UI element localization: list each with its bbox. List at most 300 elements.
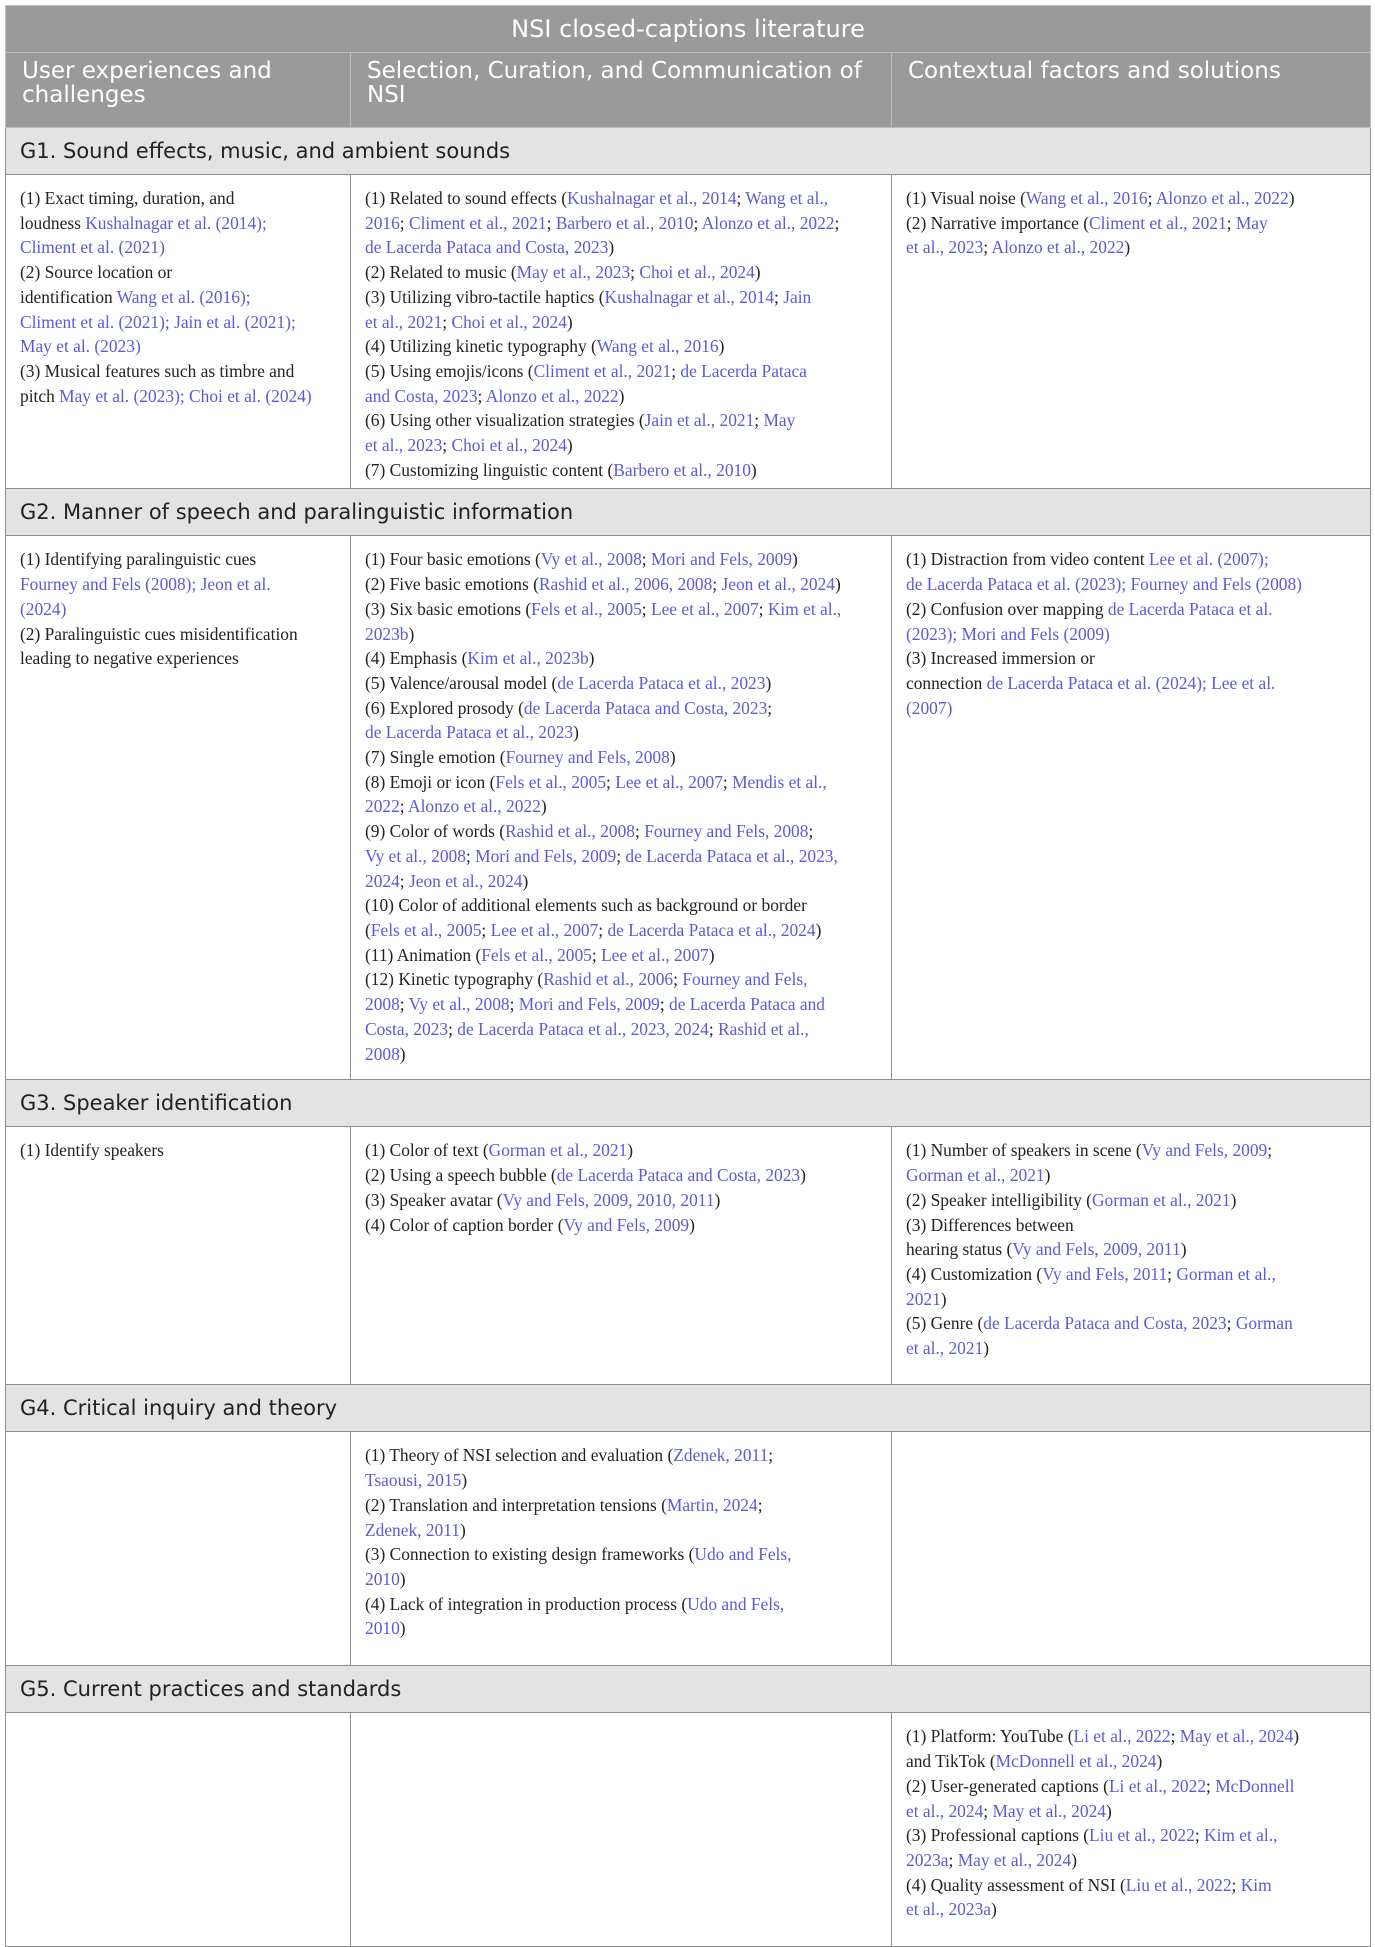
text-line: [20, 211, 336, 236]
text-segment: ): [459, 1519, 466, 1540]
text-line: [906, 1287, 1356, 1312]
citation-link[interactable]: et al., 2021: [906, 1338, 984, 1359]
citation-link[interactable]: Wang et al. (2016);: [116, 286, 251, 307]
text-line: [20, 646, 336, 671]
text-segment: ;: [712, 574, 722, 595]
text-line: [365, 211, 877, 236]
text-segment: hearing status (: [906, 1239, 1013, 1260]
table-title: NSI closed-captions literature: [6, 6, 1371, 53]
text-segment: ;: [757, 1494, 763, 1515]
text-line: [365, 1567, 877, 1592]
text-line: [906, 1163, 1356, 1188]
text-segment: (1) Distraction from video content: [906, 549, 1149, 570]
cell-selection-curation: [351, 1127, 892, 1385]
citation-link[interactable]: Gorman et al.,: [1176, 1263, 1276, 1284]
citation-link[interactable]: Udo and Fels,: [694, 1544, 792, 1565]
text-segment: (2) Speaker intelligibility (: [906, 1189, 1092, 1210]
text-line: [365, 1443, 877, 1468]
citation-link[interactable]: 2024: [365, 870, 400, 891]
citation-link[interactable]: Mendis et al.,: [732, 771, 827, 792]
text-segment: (3) Six basic emotions (: [365, 598, 532, 619]
text-segment: ;: [736, 188, 746, 208]
text-line: [365, 1213, 877, 1238]
text-segment: (1) Theory of NSI selection and evaluation (: [365, 1445, 674, 1466]
cell-selection-curation: [351, 1713, 892, 1947]
citation-link[interactable]: 2021: [906, 1288, 941, 1309]
text-segment: ): [940, 1288, 947, 1309]
citation-link[interactable]: de Lacerda Pataca and Costa, 2023: [523, 697, 768, 718]
text-segment: ;: [1194, 1825, 1205, 1846]
cell-selection-curation: [351, 175, 892, 489]
text-line: [365, 1188, 877, 1213]
citation-link[interactable]: 2023b: [365, 623, 409, 644]
text-segment: ): [983, 1338, 990, 1359]
text-segment: (3) Connection to existing design frameworks (: [365, 1544, 695, 1565]
citation-link[interactable]: et al., 2023: [906, 237, 984, 258]
citation-link[interactable]: Choi et al., 2024: [451, 311, 567, 332]
text-segment: ): [566, 311, 573, 332]
citation-link[interactable]: (2024): [20, 598, 67, 619]
text-line: [365, 1542, 877, 1567]
text-line: [906, 1799, 1356, 1824]
text-segment: ;: [1167, 1263, 1177, 1284]
citation-link[interactable]: de Lacerda Pataca and: [669, 994, 825, 1015]
cell-user-experiences: [6, 536, 351, 1080]
text-line: [906, 235, 1356, 260]
column-header-user-experiences: User experiences and challenges: [6, 53, 351, 128]
text-line: [906, 1823, 1356, 1848]
text-line: [365, 384, 877, 409]
citation-link[interactable]: et al., 2021: [365, 311, 443, 332]
citation-link[interactable]: de Lacerda Pataca et al., 2023: [365, 722, 574, 743]
citation-link[interactable]: Vy et al., 2008: [408, 994, 510, 1015]
citation-link[interactable]: et al., 2023: [365, 435, 443, 456]
text-segment: ;: [641, 549, 651, 570]
text-segment: ;: [722, 771, 733, 792]
citation-link[interactable]: Lee et al., 2007: [615, 771, 723, 792]
text-line: [365, 967, 877, 992]
citation-link[interactable]: de Lacerda Pataca et al., 2023, 2024: [457, 1018, 709, 1039]
citation-link[interactable]: Climent et al., 2021: [533, 360, 672, 381]
text-line: [365, 433, 877, 458]
text-line: [20, 384, 336, 409]
citation-link[interactable]: Zdenek, 2011: [365, 1519, 460, 1540]
citation-link[interactable]: Rashid et al., 2008: [505, 821, 636, 842]
text-line: [20, 547, 336, 572]
table-row: [6, 175, 1371, 489]
citation-link[interactable]: Lee et al., 2007: [650, 598, 759, 619]
text-segment: ;: [659, 994, 670, 1015]
text-line: [906, 622, 1356, 647]
citation-link[interactable]: May et al., 2023: [516, 262, 631, 283]
text-segment: ;: [768, 1445, 774, 1466]
citation-link[interactable]: de Lacerda Pataca and Costa, 2023: [983, 1313, 1227, 1334]
text-line: [365, 458, 877, 483]
citation-link[interactable]: Choi et al., 2024: [639, 262, 755, 283]
text-line: [906, 597, 1356, 622]
text-line: [365, 869, 877, 894]
text-segment: (4) Emphasis (: [365, 648, 468, 669]
citation-link[interactable]: Tsaousi, 2015: [365, 1470, 462, 1491]
text-line: [365, 844, 877, 869]
text-segment: ;: [481, 919, 491, 940]
citation-link[interactable]: Liu et al., 2022: [1089, 1825, 1195, 1846]
citation-link[interactable]: Rashid et al., 2006, 2008: [538, 574, 713, 595]
citation-link[interactable]: Lee et al., 2007: [601, 944, 709, 965]
citation-link[interactable]: Choi et al., 2024: [451, 435, 567, 456]
text-line: [365, 1518, 877, 1543]
text-segment: ): [573, 722, 579, 743]
citation-link[interactable]: Climent et al. (2021): [20, 237, 165, 258]
text-segment: (4) Lack of integration in production process (: [365, 1593, 688, 1614]
citation-link[interactable]: Alonzo et al., 2022: [408, 796, 541, 817]
citation-link[interactable]: de Lacerda Pataca et al., 2023: [557, 672, 766, 693]
text-segment: (1) Related to sound effects (: [365, 188, 568, 208]
citation-link[interactable]: Fels et al., 2005: [370, 919, 482, 940]
citation-link[interactable]: Kim et al.,: [1204, 1825, 1278, 1846]
citation-link[interactable]: Fels et al., 2005: [481, 944, 592, 965]
text-line: [365, 1468, 877, 1493]
text-segment: ): [792, 549, 798, 570]
citation-link[interactable]: Fels et al., 2005: [531, 598, 642, 619]
table-row: [6, 1127, 1371, 1385]
text-segment: ;: [616, 845, 626, 866]
text-line: [365, 918, 877, 943]
citation-link[interactable]: Barbero et al., 2010: [555, 212, 694, 233]
text-segment: loudness: [20, 212, 86, 233]
citation-link[interactable]: Barbero et al., 2010: [613, 459, 751, 480]
citation-link[interactable]: Rashid et al.,: [718, 1018, 809, 1039]
citation-link[interactable]: de Lacerda Pataca et al., 2023,: [625, 845, 838, 866]
text-segment: ): [566, 435, 573, 456]
text-segment: ;: [774, 286, 784, 307]
citation-link[interactable]: Mori and Fels, 2009: [475, 845, 617, 866]
text-line: [365, 408, 877, 433]
citation-link[interactable]: 2008: [365, 1043, 400, 1064]
citation-link[interactable]: Jain et al., 2021: [644, 410, 755, 431]
citation-link[interactable]: 2023a: [906, 1849, 949, 1870]
text-segment: ;: [1147, 188, 1156, 208]
citation-link[interactable]: Jeon et al., 2024: [721, 574, 835, 595]
text-segment: (3) Utilizing vibro-tactile haptics (: [365, 286, 605, 307]
citation-link[interactable]: May et al. (2023); Choi et al. (2024): [59, 385, 312, 406]
text-segment: ): [1071, 1849, 1077, 1870]
text-segment: ;: [477, 385, 486, 406]
text-segment: (7) Customizing linguistic content (: [365, 459, 614, 480]
text-line: [365, 1616, 877, 1641]
citation-link[interactable]: Kim et al., 2023b: [467, 648, 589, 669]
citation-link[interactable]: (2023); Mori and Fels (2009): [906, 623, 1110, 644]
text-segment: ): [399, 1568, 406, 1589]
cell-user-experiences: [6, 1127, 351, 1385]
text-segment: ): [834, 574, 841, 595]
citation-link[interactable]: Fourney and Fels (2008); Jeon et al.: [20, 574, 271, 595]
text-segment: ): [588, 648, 595, 669]
citation-link[interactable]: Alonzo et al., 2022: [485, 385, 619, 406]
text-line: [365, 359, 877, 384]
table-row: [6, 1713, 1371, 1947]
citation-link[interactable]: McDonnell et al., 2024: [995, 1751, 1157, 1772]
citation-link[interactable]: Kushalnagar et al. (2014);: [85, 212, 267, 233]
citation-link[interactable]: May et al., 2024: [1179, 1726, 1294, 1747]
citation-link[interactable]: Lee et al. (2007);: [1148, 549, 1269, 570]
citation-link[interactable]: et al., 2024: [906, 1800, 984, 1821]
text-segment: (3) Differences between: [906, 1214, 1074, 1235]
citation-link[interactable]: Vy et al., 2008: [540, 549, 642, 570]
text-segment: ): [669, 747, 676, 768]
citation-link[interactable]: Mori and Fels, 2009: [650, 549, 793, 570]
citation-link[interactable]: Vy and Fels, 2009: [1141, 1140, 1268, 1161]
citation-link[interactable]: Vy and Fels, 2009, 2011: [1012, 1239, 1181, 1260]
citation-link[interactable]: McDonnell: [1215, 1775, 1295, 1796]
text-segment: ;: [671, 360, 681, 381]
citation-link[interactable]: Kim et al.,: [767, 598, 842, 619]
text-segment: (2) Source location or: [20, 262, 173, 283]
citation-link[interactable]: Wang et al., 2016: [1025, 188, 1148, 208]
text-segment: (2) Using a speech bubble (: [365, 1165, 557, 1186]
citation-link[interactable]: Jeon et al., 2024: [408, 870, 523, 891]
text-segment: ;: [948, 1849, 958, 1870]
citation-link[interactable]: Alonzo et al., 2022: [701, 212, 835, 233]
citation-link[interactable]: May et al. (2023): [20, 336, 141, 357]
citation-link[interactable]: et al., 2023a: [906, 1899, 991, 1920]
text-segment: ): [618, 385, 625, 406]
text-line: [20, 597, 336, 622]
text-segment: ): [1105, 1800, 1112, 1821]
citation-link[interactable]: 2010: [365, 1568, 400, 1589]
text-line: [365, 745, 877, 770]
citation-link[interactable]: Martin, 2024: [666, 1494, 758, 1515]
citation-link[interactable]: Fels et al., 2005: [495, 771, 607, 792]
text-segment: (8) Emoji or icon (: [365, 771, 496, 792]
citation-link[interactable]: Kushalnagar et al., 2014: [604, 286, 775, 307]
text-line: [365, 1493, 877, 1518]
text-segment: ): [765, 672, 772, 693]
table-row: [6, 536, 1371, 1080]
citation-link[interactable]: Vy and Fels, 2009, 2010, 2011: [502, 1189, 715, 1210]
citation-link[interactable]: Jain: [783, 286, 812, 307]
text-segment: (3) Musical features such as timbre and: [20, 360, 295, 381]
text-line: [906, 547, 1356, 572]
cell-selection-curation: [351, 1432, 892, 1666]
text-line: [365, 893, 877, 918]
text-line: [906, 572, 1356, 597]
text-segment: ): [750, 459, 757, 480]
cell-contextual-factors: [892, 1713, 1371, 1947]
text-segment: ): [608, 237, 615, 258]
text-segment: (4) Color of caption border (: [365, 1214, 564, 1235]
text-line: [906, 186, 1356, 211]
text-segment: ): [540, 796, 547, 817]
citation-link[interactable]: Gorman: [1235, 1313, 1293, 1334]
text-segment: (6) Using other visualization strategies (: [365, 410, 645, 431]
text-line: [906, 671, 1356, 696]
citation-link[interactable]: Liu et al., 2022: [1125, 1874, 1232, 1895]
citation-link[interactable]: Zdenek, 2011: [673, 1445, 769, 1466]
citation-link[interactable]: Alonzo et al., 2022: [991, 237, 1125, 258]
text-line: [906, 1237, 1356, 1262]
text-segment: ): [815, 919, 822, 940]
citation-link[interactable]: Fourney and Fels, 2008: [505, 747, 670, 768]
column-header-selection-curation: Selection, Curation, and Communication of NSI: [351, 53, 892, 128]
text-line: [365, 334, 877, 359]
citation-link[interactable]: 2016: [365, 212, 400, 233]
text-line: [20, 1138, 336, 1163]
text-line: [20, 235, 336, 260]
citation-link[interactable]: de Lacerda Pataca et al.: [1107, 598, 1273, 619]
citation-link[interactable]: May: [1235, 212, 1268, 233]
text-line: [906, 1262, 1356, 1287]
text-segment: ;: [442, 435, 452, 456]
text-line: [365, 572, 877, 597]
citation-link[interactable]: Gorman et al., 2021: [906, 1165, 1045, 1186]
citation-link[interactable]: Climent et al., 2021: [408, 212, 547, 233]
citation-link[interactable]: Li et al., 2022: [1108, 1775, 1207, 1796]
text-segment: ): [399, 1043, 406, 1064]
citation-link[interactable]: Fourney and Fels, 2008: [644, 821, 809, 842]
citation-link[interactable]: Vy et al., 2008: [365, 845, 466, 866]
citation-link[interactable]: Li et al., 2022: [1073, 1726, 1171, 1747]
citation-link[interactable]: 2008: [365, 994, 400, 1015]
text-segment: (11) Animation (: [365, 944, 482, 965]
citation-link[interactable]: de Lacerda Pataca et al. (2023); Fourney and Fels (2008): [906, 574, 1302, 595]
text-segment: ): [689, 1214, 695, 1235]
text-segment: pitch: [20, 385, 60, 406]
text-line: [365, 770, 877, 795]
text-segment: ;: [509, 994, 519, 1015]
cell-contextual-factors: [892, 175, 1371, 489]
text-segment: ): [522, 870, 529, 891]
citation-link[interactable]: (2007): [906, 697, 953, 718]
text-line: [906, 1188, 1356, 1213]
text-line: [365, 285, 877, 310]
text-segment: (2) Paralinguistic cues misidentification: [20, 623, 298, 644]
text-segment: ;: [448, 1018, 458, 1039]
text-line: [20, 186, 336, 211]
text-segment: ;: [754, 410, 764, 431]
text-line: [906, 1873, 1356, 1898]
text-line: [20, 359, 336, 384]
text-segment: ;: [641, 598, 651, 619]
citation-link[interactable]: Gorman et al., 2021: [488, 1140, 628, 1161]
text-segment: ;: [606, 771, 616, 792]
text-segment: ): [1293, 1726, 1300, 1747]
text-segment: ): [708, 944, 715, 965]
text-segment: (10) Color of additional elements such as background or border: [365, 895, 807, 916]
citation-link[interactable]: Climent et al., 2021: [1089, 212, 1227, 233]
text-line: [20, 334, 336, 359]
citation-link[interactable]: Costa, 2023: [365, 1018, 449, 1039]
citation-link[interactable]: Mori and Fels, 2009: [518, 994, 660, 1015]
text-segment: (7) Single emotion (: [365, 747, 506, 768]
citation-link[interactable]: 2022: [365, 796, 400, 817]
citation-link[interactable]: Kushalnagar et al., 2014: [567, 188, 737, 208]
text-segment: ;: [635, 821, 645, 842]
text-line: [906, 1724, 1356, 1749]
text-segment: and TikTok (: [906, 1751, 996, 1772]
text-line: [365, 547, 877, 572]
text-segment: ;: [708, 1018, 719, 1039]
text-segment: (5) Using emojis/icons (: [365, 360, 534, 381]
citation-link[interactable]: May et al., 2024: [992, 1800, 1106, 1821]
citation-link[interactable]: de Lacerda Pataca: [680, 360, 807, 381]
text-line: [365, 646, 877, 671]
text-line: [365, 794, 877, 819]
citation-link[interactable]: Climent et al. (2021); Jain et al. (2021);: [20, 311, 296, 332]
text-segment: connection: [906, 672, 987, 693]
cell-selection-curation: [351, 536, 892, 1080]
cell-contextual-factors: [892, 1432, 1371, 1666]
text-segment: ;: [758, 598, 768, 619]
citation-link[interactable]: May et al., 2024: [957, 1849, 1072, 1870]
citation-link[interactable]: Alonzo et al., 2022: [1155, 188, 1289, 208]
citation-link[interactable]: Gorman et al., 2021: [1091, 1189, 1231, 1210]
group-title: G2. Manner of speech and paralinguistic information: [6, 489, 1371, 536]
text-line: [365, 1138, 877, 1163]
citation-link[interactable]: de Lacerda Pataca and Costa, 2023: [365, 237, 609, 258]
text-segment: ;: [1170, 1726, 1180, 1747]
text-segment: ): [800, 1165, 806, 1186]
citation-link[interactable]: May: [763, 410, 796, 431]
text-line: [20, 622, 336, 647]
column-header-contextual-factors: Contextual factors and solutions: [892, 53, 1371, 128]
citation-link[interactable]: Rashid et al., 2006: [543, 969, 674, 990]
citation-link[interactable]: de Lacerda Pataca et al. (2024); Lee et al.: [986, 672, 1276, 693]
citation-link[interactable]: Kim: [1240, 1874, 1272, 1895]
group-title: G5. Current practices and standards: [6, 1666, 1371, 1713]
text-line: [365, 260, 877, 285]
text-line: [20, 260, 336, 285]
text-segment: ): [408, 623, 415, 644]
text-segment: (2) User-generated captions (: [906, 1775, 1109, 1796]
text-segment: (2) Five basic emotions (: [365, 574, 539, 595]
cell-user-experiences: [6, 1432, 351, 1666]
text-line: [365, 310, 877, 335]
citation-link[interactable]: Udo and Fels,: [687, 1593, 785, 1614]
table-row: [6, 1432, 1371, 1666]
text-segment: (4) Customization (: [906, 1263, 1043, 1284]
text-line: [20, 572, 336, 597]
text-segment: ): [627, 1140, 634, 1161]
text-segment: ): [991, 1899, 997, 1920]
text-segment: (2) Related to music (: [365, 262, 517, 283]
table-body: [6, 128, 1371, 1947]
text-segment: (1) Exact timing, duration, and: [20, 188, 235, 208]
nsi-literature-table: [5, 5, 1371, 1947]
citation-link[interactable]: Fourney and Fels,: [682, 969, 808, 990]
text-segment: (4) Utilizing kinetic typography (: [365, 336, 597, 357]
text-segment: (6) Explored prosody (: [365, 697, 524, 718]
group-title: G3. Speaker identification: [6, 1080, 1371, 1127]
citation-link[interactable]: Lee et al., 2007: [490, 919, 599, 940]
text-segment: ;: [399, 796, 409, 817]
citation-link[interactable]: Wang et al.,: [745, 188, 829, 208]
text-segment: (5) Genre (: [906, 1313, 984, 1334]
citation-link[interactable]: de Lacerda Pataca et al., 2024: [607, 919, 816, 940]
text-segment: (12) Kinetic typography (: [365, 969, 544, 990]
text-segment: (1) Four basic emotions (: [365, 549, 541, 570]
text-line: [365, 671, 877, 696]
text-segment: ): [1156, 1751, 1163, 1772]
citation-link[interactable]: Vy and Fels, 2011: [1042, 1263, 1168, 1284]
citation-link[interactable]: and Costa, 2023: [365, 385, 478, 406]
citation-link[interactable]: Wang et al., 2016: [596, 336, 719, 357]
text-line: [906, 1213, 1356, 1238]
citation-link[interactable]: de Lacerda Pataca and Costa, 2023: [556, 1165, 801, 1186]
citation-link[interactable]: Vy and Fels, 2009: [563, 1214, 690, 1235]
text-line: [20, 310, 336, 335]
citation-link[interactable]: 2010: [365, 1618, 400, 1639]
